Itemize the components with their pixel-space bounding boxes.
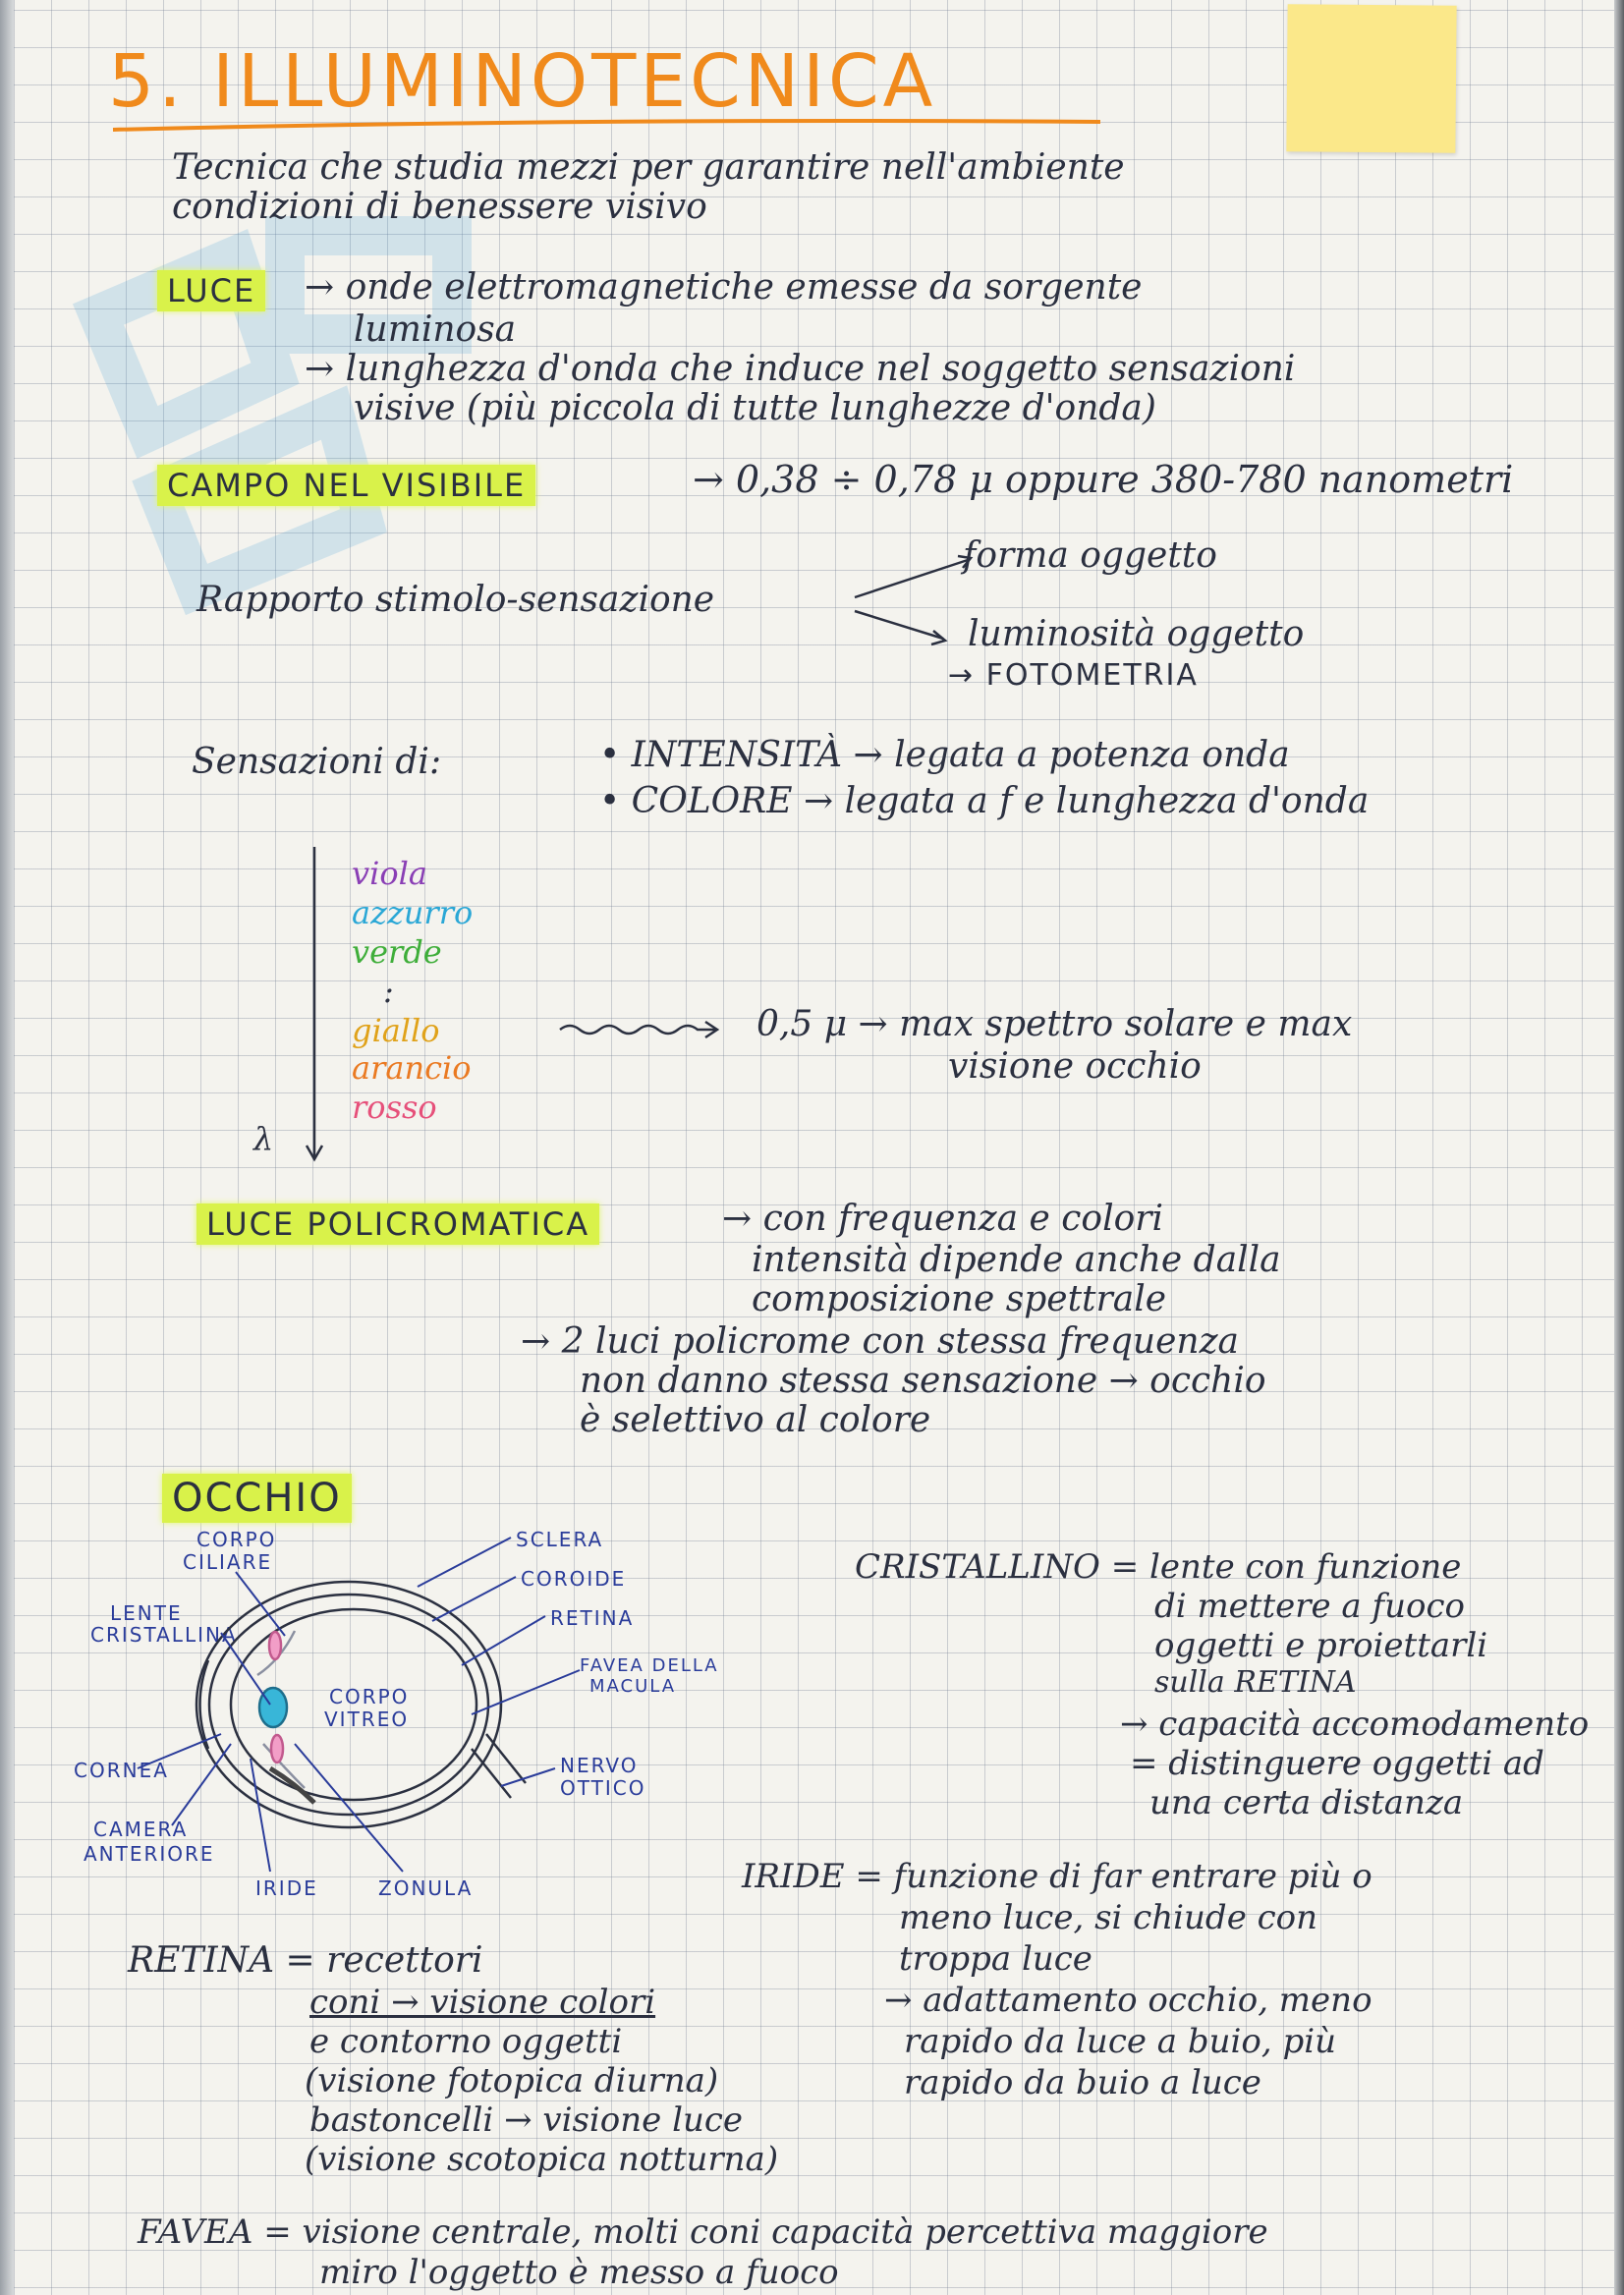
- occhio-label: OCCHIO: [162, 1474, 352, 1523]
- spectrum-azzurro: azzurro: [352, 894, 474, 931]
- iride-def-4: → adattamento occhio, meno: [884, 1981, 1372, 2020]
- retina-def-coni-3: (visione fotopica diurna): [305, 2061, 719, 2100]
- spectrum-peak: 0,5 μ → max spettro solare e max: [756, 1004, 1353, 1044]
- luce-def1-line2: luminosa: [354, 309, 517, 350]
- retina-def-bastoncelli-2: (visione scotopica notturna): [305, 2140, 779, 2179]
- eye-label-zonula: ZONULA: [378, 1876, 474, 1900]
- eye-label-camera-1: CAMERA: [93, 1818, 189, 1841]
- campo-value: → 0,38 ÷ 0,78 μ oppure 380-780 nanometri: [693, 458, 1514, 501]
- policromatica-label: LUCE POLICROMATICA: [196, 1203, 599, 1245]
- luce-def1-line1: → onde elettromagnetiche emesse da sorgente: [305, 267, 1143, 308]
- campo-label: CAMPO NEL VISIBILE: [157, 465, 535, 506]
- eye-diagram: [196, 1582, 526, 1827]
- policromatica-note-3: è selettivo al colore: [580, 1400, 931, 1440]
- eye-label-camera-2: ANTERIORE: [84, 1842, 215, 1866]
- policromatica-text-1: → con frequenza e colori: [722, 1199, 1163, 1239]
- spectrum-rosso: rosso: [352, 1089, 437, 1126]
- wavy-arrow-icon: [560, 1026, 715, 1034]
- eye-label-nervo-2: OTTICO: [560, 1776, 646, 1800]
- spectrum-viola: viola: [352, 855, 427, 892]
- retina-def-label: RETINA = recettori: [128, 1940, 483, 1981]
- iride-def-6: rapido da buio a luce: [904, 2063, 1261, 2102]
- eye-label-fovea-2: MACULA: [589, 1676, 677, 1697]
- cristallino-2: di mettere a fuoco: [1154, 1587, 1465, 1626]
- sensazioni-label: Sensazioni di:: [192, 742, 442, 782]
- favea-line-1: FAVEA = visione centrale, molti coni capacità percettiva maggiore: [138, 2212, 1268, 2252]
- eye-label-corpo-ciliare-1: CORPO: [196, 1528, 277, 1551]
- policromatica-text-3: composizione spettrale: [752, 1279, 1167, 1319]
- rapporto-branch-forma: forma oggetto: [963, 535, 1217, 576]
- cristallino-3: oggetti e proiettarli: [1154, 1626, 1488, 1665]
- cristallino-1: CRISTALLINO = lente con funzione: [855, 1547, 1462, 1587]
- cristallino-7: una certa distanza: [1149, 1783, 1464, 1822]
- branch-arrow-down-icon: [855, 611, 943, 639]
- iride-def-5: rapido da luce a buio, più: [904, 2022, 1337, 2061]
- iride-def-1: IRIDE = funzione di far entrare più o: [742, 1857, 1372, 1896]
- branch-arrow-up-icon: [855, 560, 968, 597]
- policromatica-note-2: non danno stessa sensazione → occhio: [580, 1361, 1266, 1401]
- spectrum-verde: verde: [352, 933, 442, 971]
- intro-line-1: Tecnica che studia mezzi per garantire nell'ambiente: [172, 147, 1125, 188]
- spectrum-arancio: arancio: [352, 1049, 472, 1087]
- favea-line-2: miro l'oggetto è messo a fuoco: [319, 2253, 839, 2292]
- retina-def-bastoncelli: bastoncelli → visione luce: [309, 2100, 744, 2140]
- luce-label: LUCE: [157, 270, 265, 311]
- eye-label-vitreo-1: CORPO: [329, 1685, 410, 1708]
- spectrum-peak-line2: visione occhio: [948, 1046, 1202, 1087]
- eye-label-corpo-ciliare-2: CILIARE: [183, 1550, 273, 1574]
- eye-label-coroide: COROIDE: [521, 1567, 627, 1591]
- iride-def-3: troppa luce: [899, 1939, 1092, 1979]
- cristallino-5: → capacità accomodamento: [1120, 1705, 1590, 1744]
- eye-label-iride: IRIDE: [255, 1876, 318, 1900]
- luce-def2-line2: visive (più piccola di tutte lunghezze d'onda): [354, 388, 1156, 428]
- sensazioni-colore: • COLORE → legata a f e lunghezza d'onda: [599, 781, 1370, 821]
- cristallino-6: = distinguere oggetti ad: [1130, 1744, 1544, 1783]
- eye-label-retina: RETINA: [550, 1606, 635, 1630]
- policromatica-text-2: intensità dipende anche dalla: [752, 1240, 1281, 1280]
- eye-label-cornea: CORNEA: [74, 1759, 169, 1782]
- policromatica-note-1: → 2 luci policrome con stessa frequenza: [521, 1321, 1240, 1362]
- eye-label-fovea-1: FAVEA DELLA: [580, 1655, 719, 1676]
- eye-label-sclera: SCLERA: [516, 1528, 604, 1551]
- sensazioni-intensita: • INTENSITÀ → legata a potenza onda: [599, 735, 1290, 775]
- luce-def2-line1: → lunghezza d'onda che induce nel soggetto sensazioni: [305, 349, 1296, 389]
- cristallino-4: sulla RETINA: [1154, 1665, 1357, 1700]
- page-title: 5. ILLUMINOTECNICA: [108, 39, 937, 124]
- rapporto-branch-luminosita: luminosità oggetto: [968, 614, 1305, 654]
- retina-def-coni: coni → visione colori: [309, 1983, 656, 2022]
- eye-label-vitreo-2: VITREO: [324, 1707, 410, 1731]
- spectrum-lambda: λ: [253, 1120, 274, 1157]
- iride-def-2: meno luce, si chiude con: [899, 1898, 1318, 1937]
- retina-def-coni-2: e contorno oggetti: [309, 2022, 623, 2061]
- intro-line-2: condizioni di benessere visivo: [172, 187, 707, 227]
- eye-label-nervo-1: NERVO: [560, 1754, 639, 1777]
- eye-label-lente-2: CRISTALLINA: [90, 1623, 238, 1647]
- eye-label-lente-1: LENTE: [110, 1601, 183, 1625]
- rapporto-branch-fotometria: → FOTOMETRIA: [948, 658, 1199, 693]
- spectrum-giallo: giallo: [352, 1012, 440, 1049]
- rapporto-label: Rapporto stimolo-sensazione: [196, 580, 715, 620]
- spectrum-dots: :: [383, 973, 394, 1010]
